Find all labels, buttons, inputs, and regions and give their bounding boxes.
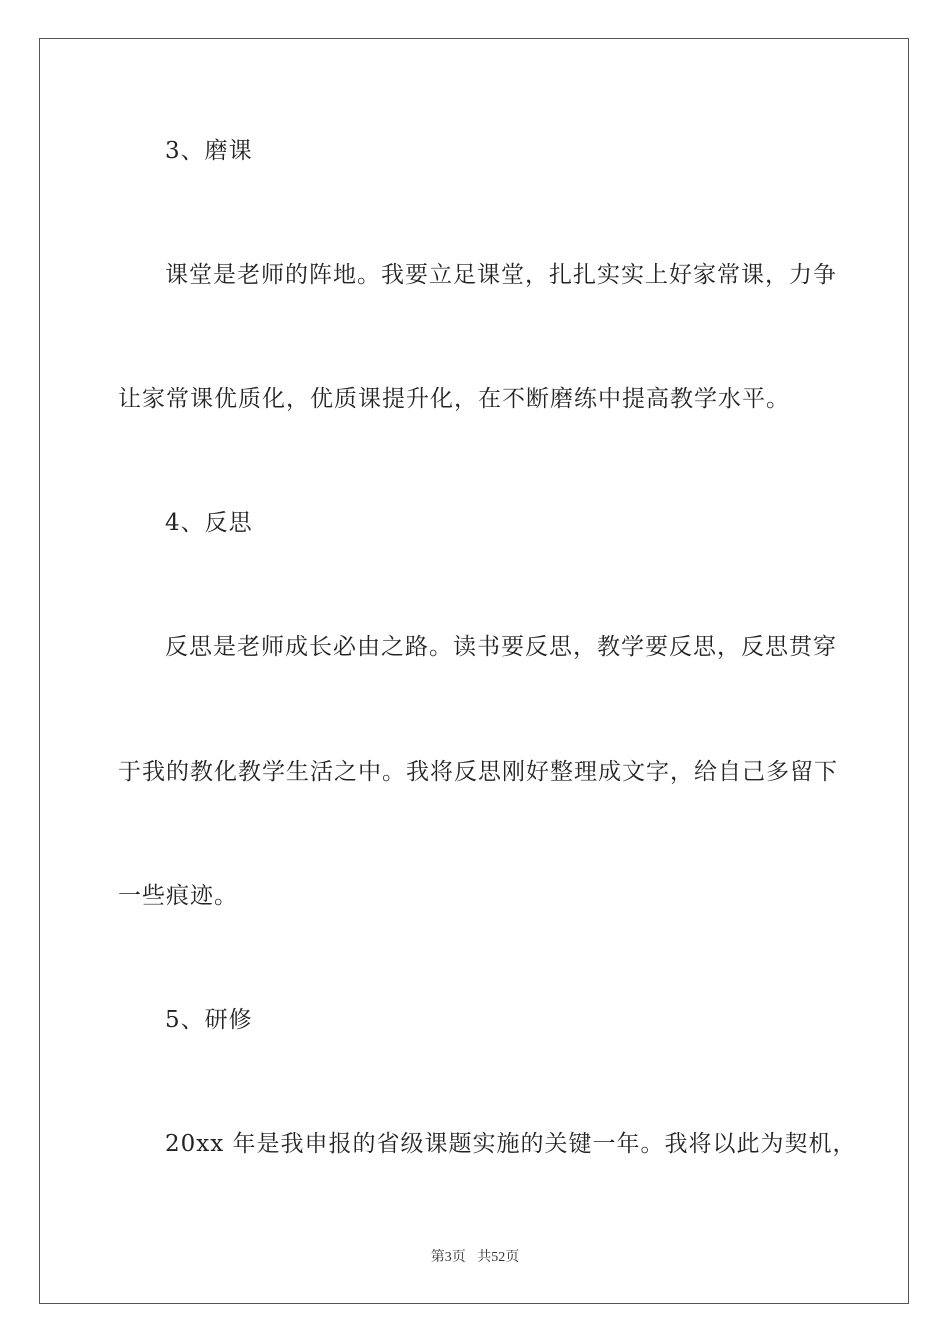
section-heading-3: 3、磨课 [165, 138, 253, 164]
page-number: 第3页 [430, 1250, 466, 1265]
page-footer [0, 1246, 950, 1266]
paragraph-line: 让家常课优质化，优质课提升化，在不断磨练中提高教学水平。 [118, 386, 790, 412]
paragraph-line: 一些痕迹。 [118, 883, 238, 909]
paragraph-line: 于我的教化教学生活之中。我将反思刚好整理成文字，给自己多留下 [118, 759, 838, 785]
paragraph-line: 反思是老师成长必由之路。读书要反思，教学要反思，反思贯穿 [165, 634, 837, 660]
page-frame [39, 38, 909, 1304]
page-total: 共52页 [477, 1250, 520, 1265]
section-heading-5: 5、研修 [165, 1007, 253, 1033]
section-heading-4: 4、反思 [165, 510, 253, 536]
paragraph-line: 课堂是老师的阵地。我要立足课堂，扎扎实实上好家常课，力争 [165, 262, 837, 288]
paragraph-line: 20xx 年是我申报的省级课题实施的关键一年。我将以此为契机， [165, 1131, 857, 1157]
